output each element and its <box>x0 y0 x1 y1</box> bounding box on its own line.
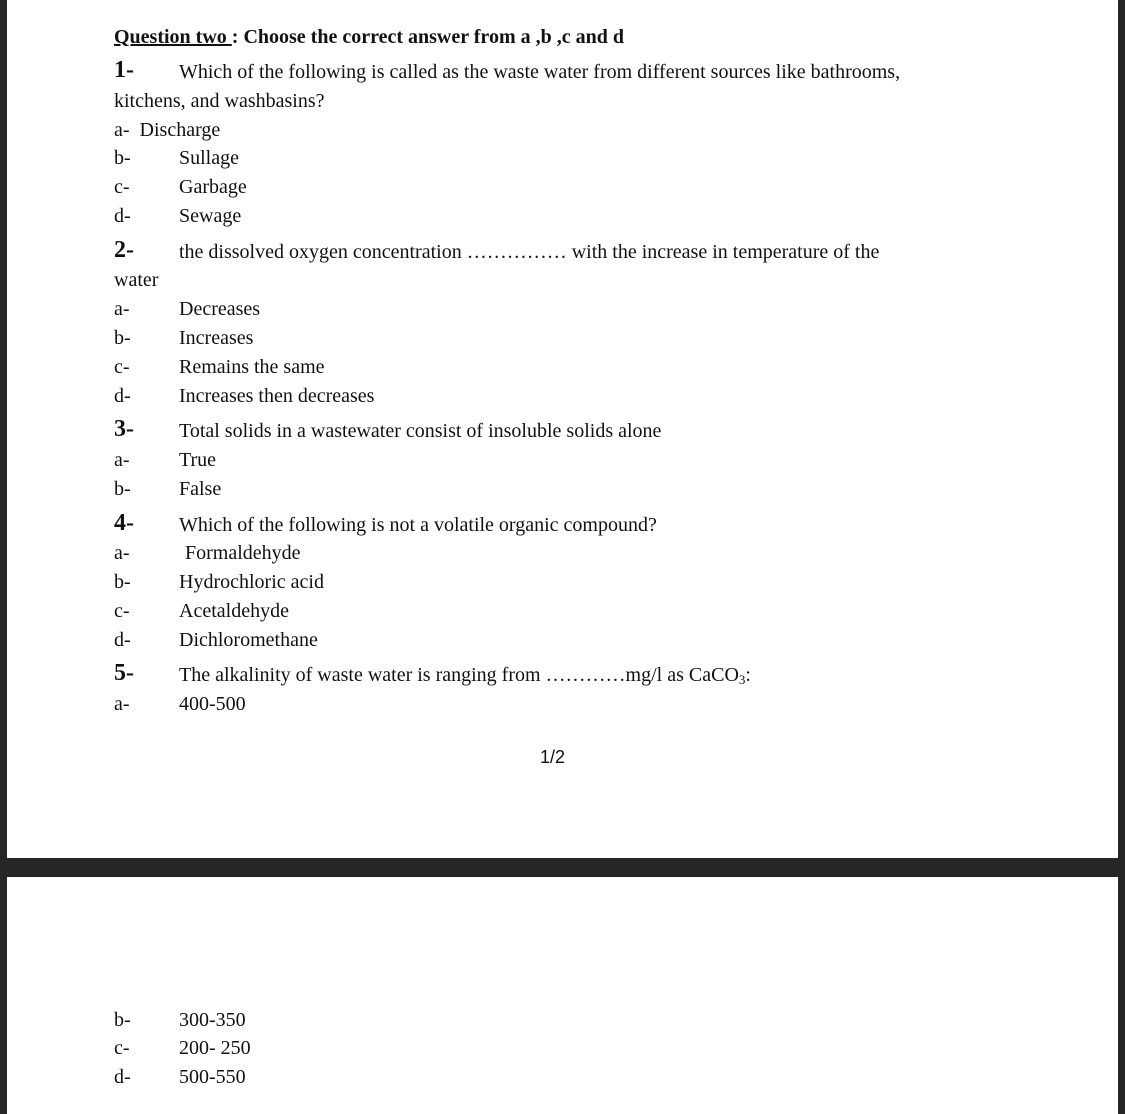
document-page-2 <box>7 877 1118 1114</box>
section-heading <box>114 25 624 49</box>
option-letter: a- <box>114 693 130 715</box>
option-text: 300-350 <box>179 1009 246 1031</box>
option-text: 500-550 <box>179 1066 246 1088</box>
subscript: 3 <box>738 672 746 687</box>
question-2-text-continued: water <box>114 269 159 291</box>
question-number: 2- <box>114 237 134 263</box>
option-letter: a- <box>114 119 130 141</box>
option-text: Dichloromethane <box>179 629 318 651</box>
option-letter: b- <box>114 1009 131 1031</box>
option-text: 200- 250 <box>179 1037 251 1059</box>
option-text: Decreases <box>179 298 261 320</box>
option-text: True <box>179 449 217 471</box>
option-text: Increases <box>179 327 254 349</box>
option-letter: d- <box>114 205 131 227</box>
option-letter: c- <box>114 356 130 378</box>
question-text: Which of the following is not a volatile organic compound? <box>179 514 657 536</box>
option-letter: d- <box>114 1066 131 1088</box>
option-text: Increases then decreases <box>179 385 375 407</box>
option-text: Formaldehyde <box>185 542 301 564</box>
heading-label: Question two <box>114 26 232 48</box>
question-number: 1- <box>114 57 134 83</box>
option-text: Acetaldehyde <box>179 600 289 622</box>
option-text: Remains the same <box>179 356 325 378</box>
document-page-1 <box>7 0 1118 858</box>
option-letter: b- <box>114 571 131 593</box>
question-text: Total solids in a wastewater consist of insoluble solids alone <box>179 420 662 442</box>
option-text: Garbage <box>179 176 247 198</box>
option-letter: c- <box>114 176 130 198</box>
question-1-text-continued: kitchens, and washbasins? <box>114 90 325 112</box>
option-letter: c- <box>114 1037 130 1059</box>
option-text: False <box>179 478 222 500</box>
option-text: Hydrochloric acid <box>179 571 324 593</box>
question-text <box>179 663 751 692</box>
option-text: Sewage <box>179 205 242 227</box>
option-letter: a- <box>114 298 130 320</box>
question-text: the dissolved oxygen concentration …………… with the increase in temperature of the <box>179 241 880 263</box>
option-letter: b- <box>114 147 131 169</box>
option-letter: a- <box>114 449 130 471</box>
option-letter: b- <box>114 478 131 500</box>
page-number: 1/2 <box>540 747 566 767</box>
question-text-end: : <box>745 664 751 686</box>
option-text: Sullage <box>179 147 239 169</box>
question-number: 3- <box>114 416 134 442</box>
option-letter: b- <box>114 327 131 349</box>
q1-option-a <box>114 118 220 142</box>
question-number: 4- <box>114 510 134 536</box>
option-letter: d- <box>114 385 131 407</box>
option-letter: c- <box>114 600 130 622</box>
question-number: 5- <box>114 660 134 686</box>
option-letter: d- <box>114 629 131 651</box>
option-letter: a- <box>114 542 130 564</box>
question-text-main: The alkalinity of waste water is ranging from …………mg/l as CaCO <box>179 664 739 686</box>
option-text: Discharge <box>139 119 221 141</box>
option-text: 400-500 <box>179 693 246 715</box>
heading-instruction: : Choose the correct answer from a ,b ,c and d <box>231 26 624 48</box>
question-text: Which of the following is called as the waste water from different sources like bathrooms, <box>179 61 901 83</box>
